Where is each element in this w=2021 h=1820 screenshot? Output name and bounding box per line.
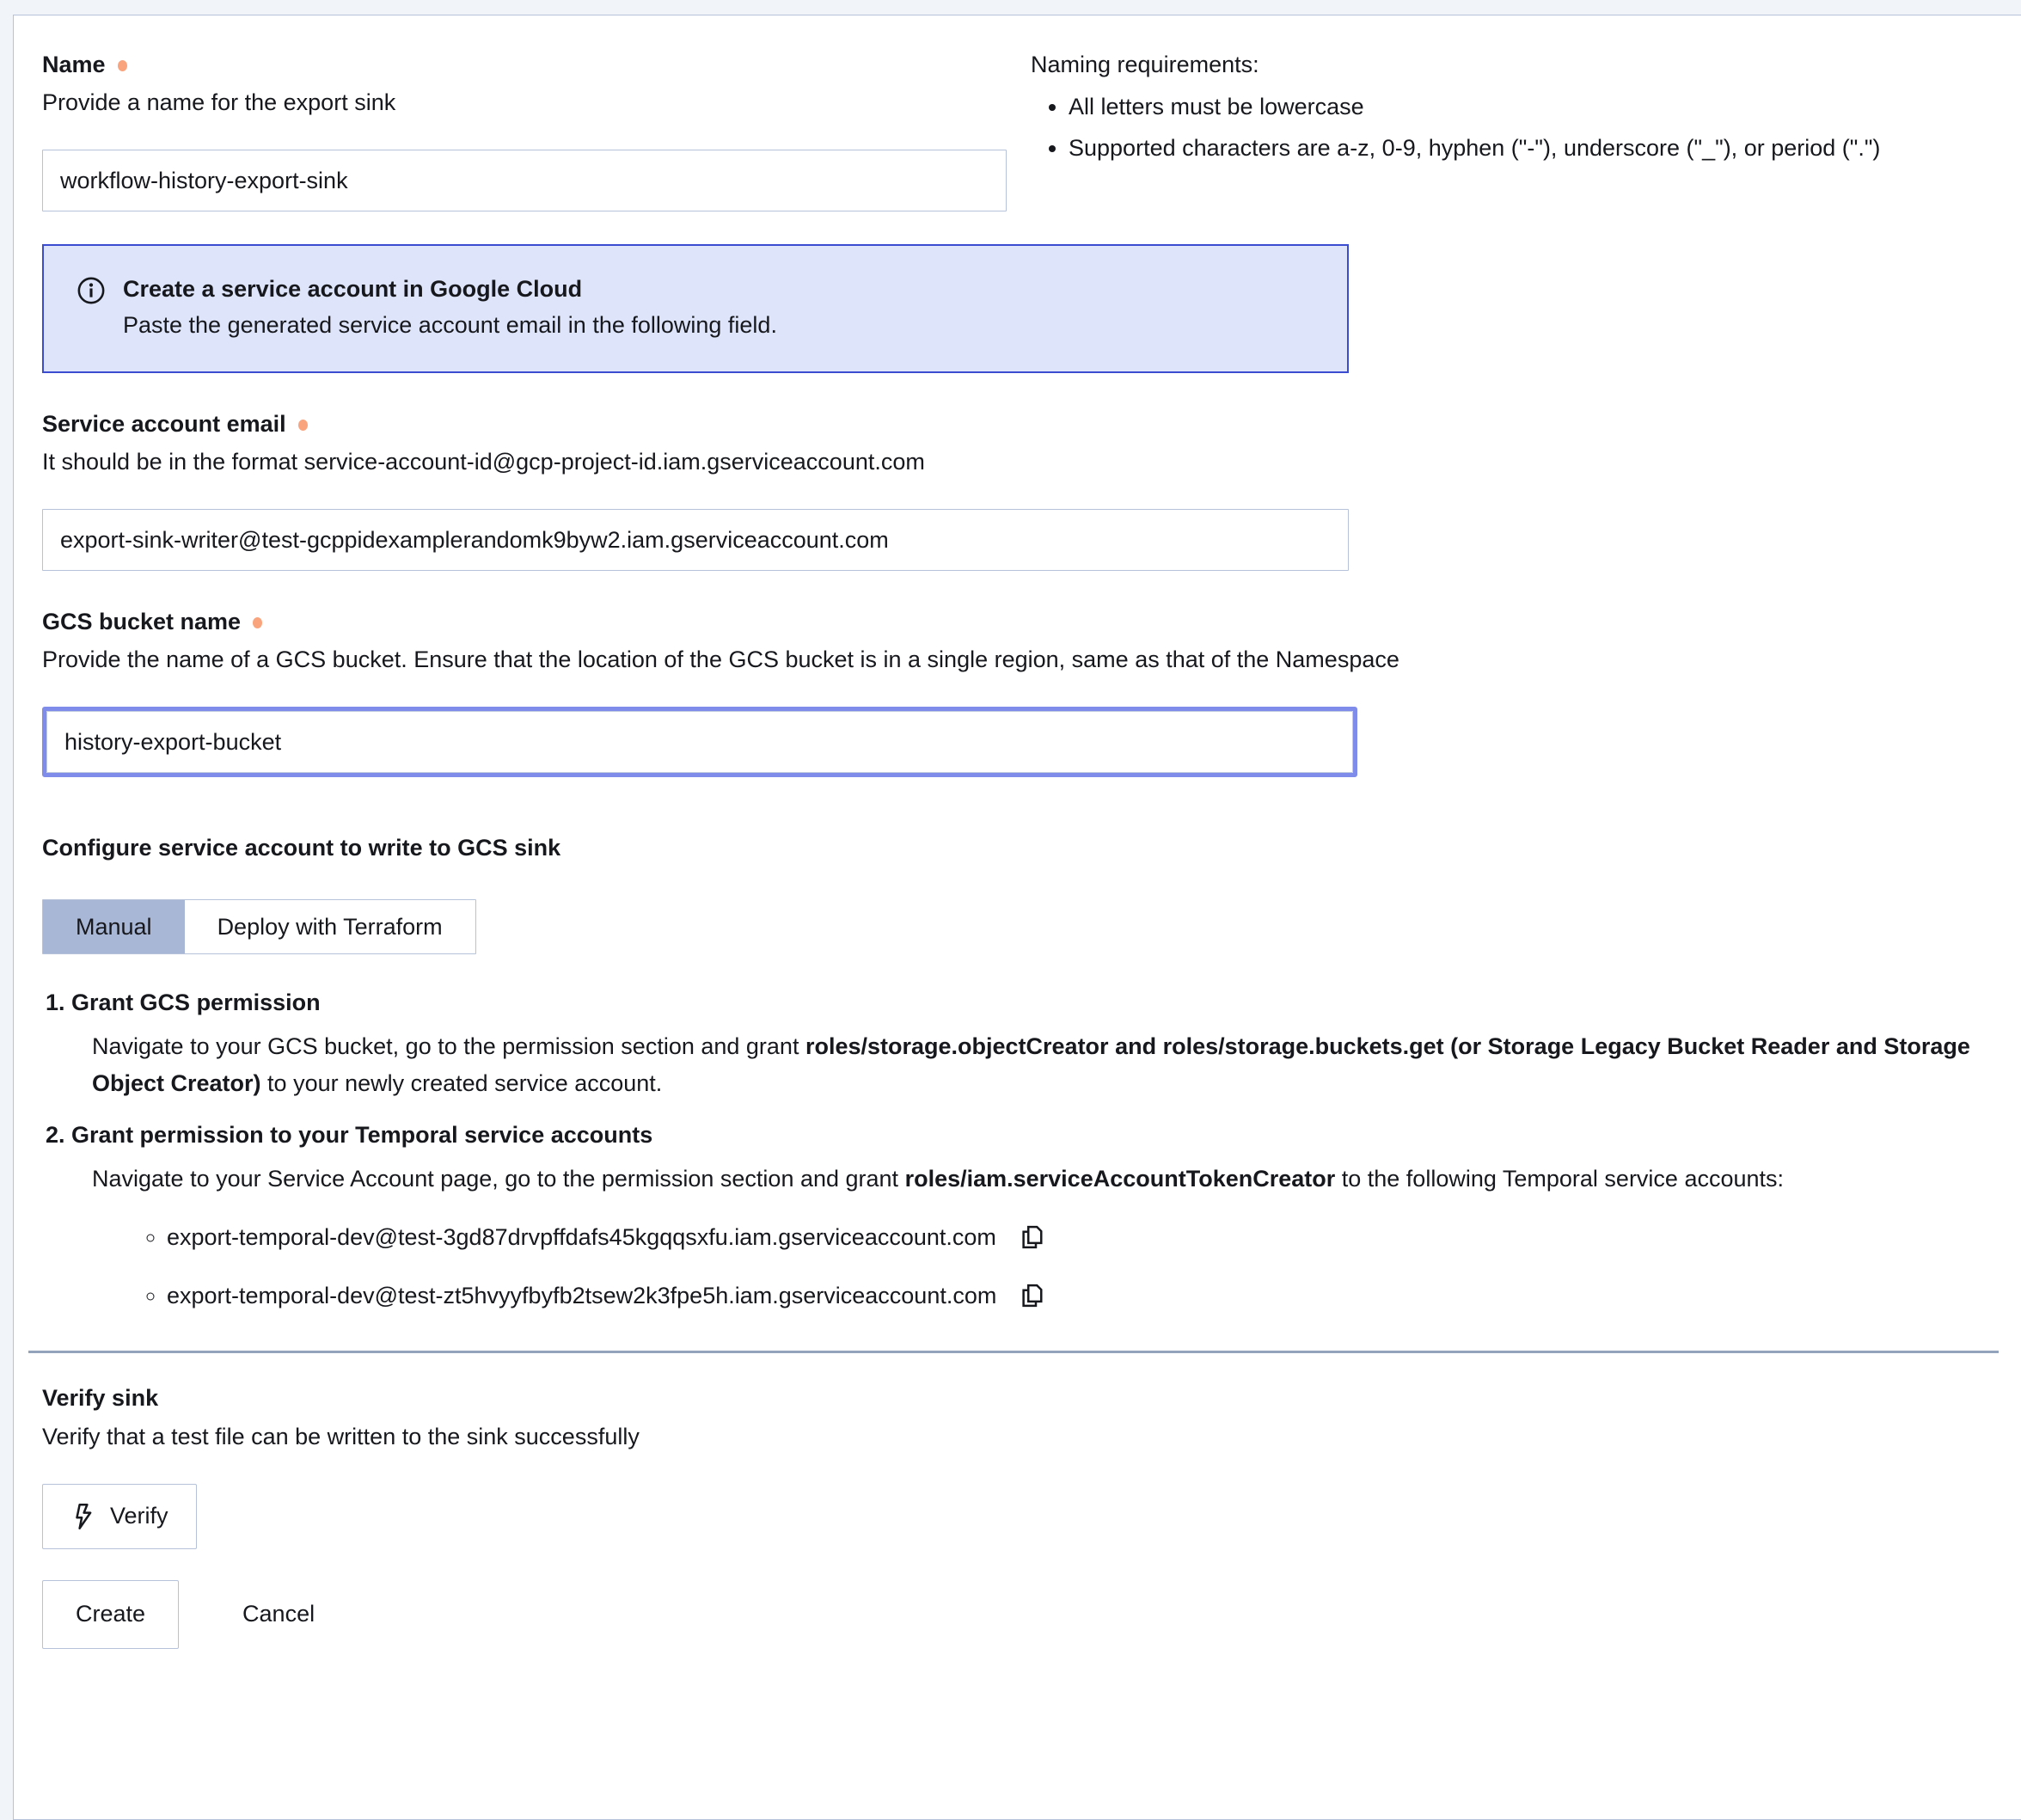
naming-requirements <box>1031 48 2021 211</box>
temporal-account-item <box>167 1278 2021 1313</box>
info-banner-description: Paste the generated service account email in the following field. <box>123 312 777 338</box>
step-title: Grant permission to your Temporal service accounts <box>71 1122 653 1148</box>
copy-button[interactable] <box>1019 1224 1044 1250</box>
bucket-input-focus-ring <box>42 707 1357 777</box>
verify-section-title: Verify sink <box>42 1384 159 1411</box>
name-field-group <box>42 48 1007 211</box>
step-grant-temporal-permission <box>71 1118 2021 1313</box>
copy-button[interactable] <box>1019 1283 1044 1308</box>
configure-tabs <box>42 899 476 954</box>
temporal-account-email: ◦ export-temporal-dev@test-3gd87drvpffdafs45kgqqsxfu.iam.gserviceaccount.com <box>167 1224 996 1250</box>
verify-button[interactable] <box>42 1484 197 1549</box>
naming-requirement-item: • All letters must be lowercase <box>1069 89 2021 124</box>
name-label-text: Name <box>42 52 106 77</box>
verify-button-label: Verify <box>110 1503 168 1529</box>
name-row <box>42 48 2021 211</box>
verify-section-description: Verify that a test file can be written to the sink successfully <box>42 1423 640 1449</box>
gcs-bucket-input[interactable] <box>46 711 1353 773</box>
info-banner <box>42 244 1349 373</box>
bucket-description: Provide the name of a GCS bucket. Ensure that the location of the GCS bucket is in a single region, same as that of the Namespace <box>42 646 1399 672</box>
copy-icon <box>1019 1224 1044 1250</box>
step-title: Grant GCS permission <box>71 990 321 1015</box>
tab-manual[interactable]: Manual <box>43 900 185 953</box>
step-text: to the following Temporal service accounts: <box>1335 1166 1785 1192</box>
create-button[interactable]: Create <box>42 1580 179 1649</box>
naming-requirement-item: • Supported characters are a-z, 0-9, hyphen ("-"), underscore ("_"), or period (".") <box>1069 131 2021 165</box>
naming-requirements-title: Naming requirements: <box>1031 52 1259 77</box>
step-body <box>92 1161 1996 1198</box>
lightning-icon <box>70 1502 96 1531</box>
step-text: to your newly created service account. <box>260 1070 663 1096</box>
export-sink-form-card <box>13 15 2021 1820</box>
step-roles-bold: roles/storage.objectCreator and roles/storage.buckets.get (or Storage Legacy Bucket Reader and Storage Object Creator) <box>92 1033 1970 1096</box>
tab-deploy-terraform[interactable]: Deploy with Terraform <box>185 900 475 953</box>
step-text: Navigate to your GCS bucket, go to the permission section and grant <box>92 1033 805 1059</box>
service-account-email-input[interactable] <box>42 509 1349 571</box>
cancel-button[interactable]: Cancel <box>242 1580 315 1627</box>
bucket-field-group <box>42 605 2021 777</box>
info-banner-title: Create a service account in Google Cloud <box>123 276 583 302</box>
step-text: Navigate to your Service Account page, go to the permission section and grant <box>92 1166 905 1192</box>
copy-icon <box>1019 1283 1044 1308</box>
service-account-label <box>42 408 2021 440</box>
verify-section <box>42 1381 2021 1549</box>
step-grant-gcs-permission <box>71 985 2021 1102</box>
info-icon <box>77 276 106 305</box>
divider <box>28 1351 1999 1353</box>
temporal-account-item <box>167 1220 2021 1254</box>
temporal-account-email: ◦ export-temporal-dev@test-zt5hvyyfbyfb2tsew2k3fpe5h.iam.gserviceaccount.com <box>167 1283 997 1308</box>
name-input[interactable] <box>42 150 1007 211</box>
form-actions <box>42 1580 2021 1649</box>
step-body <box>92 1028 1996 1102</box>
required-dot <box>118 60 127 71</box>
required-dot <box>298 420 308 431</box>
info-banner-text <box>123 272 777 342</box>
configure-section-title: Configure service account to write to GCS sink <box>42 835 561 861</box>
temporal-accounts-list <box>148 1220 2021 1313</box>
service-account-description: It should be in the format service-account-id@gcp-project-id.iam.gserviceaccount.com <box>42 449 925 475</box>
bucket-label-text: GCS bucket name <box>42 609 242 634</box>
required-dot <box>253 617 262 628</box>
name-label <box>42 48 1007 81</box>
service-account-field-group <box>42 408 2021 571</box>
configure-steps <box>42 985 2021 1313</box>
naming-requirements-list <box>1031 89 2021 165</box>
service-account-label-text: Service account email <box>42 411 286 437</box>
step-roles-bold: roles/iam.serviceAccountTokenCreator <box>904 1166 1336 1192</box>
bucket-label <box>42 605 2021 638</box>
name-description: Provide a name for the export sink <box>42 89 396 115</box>
